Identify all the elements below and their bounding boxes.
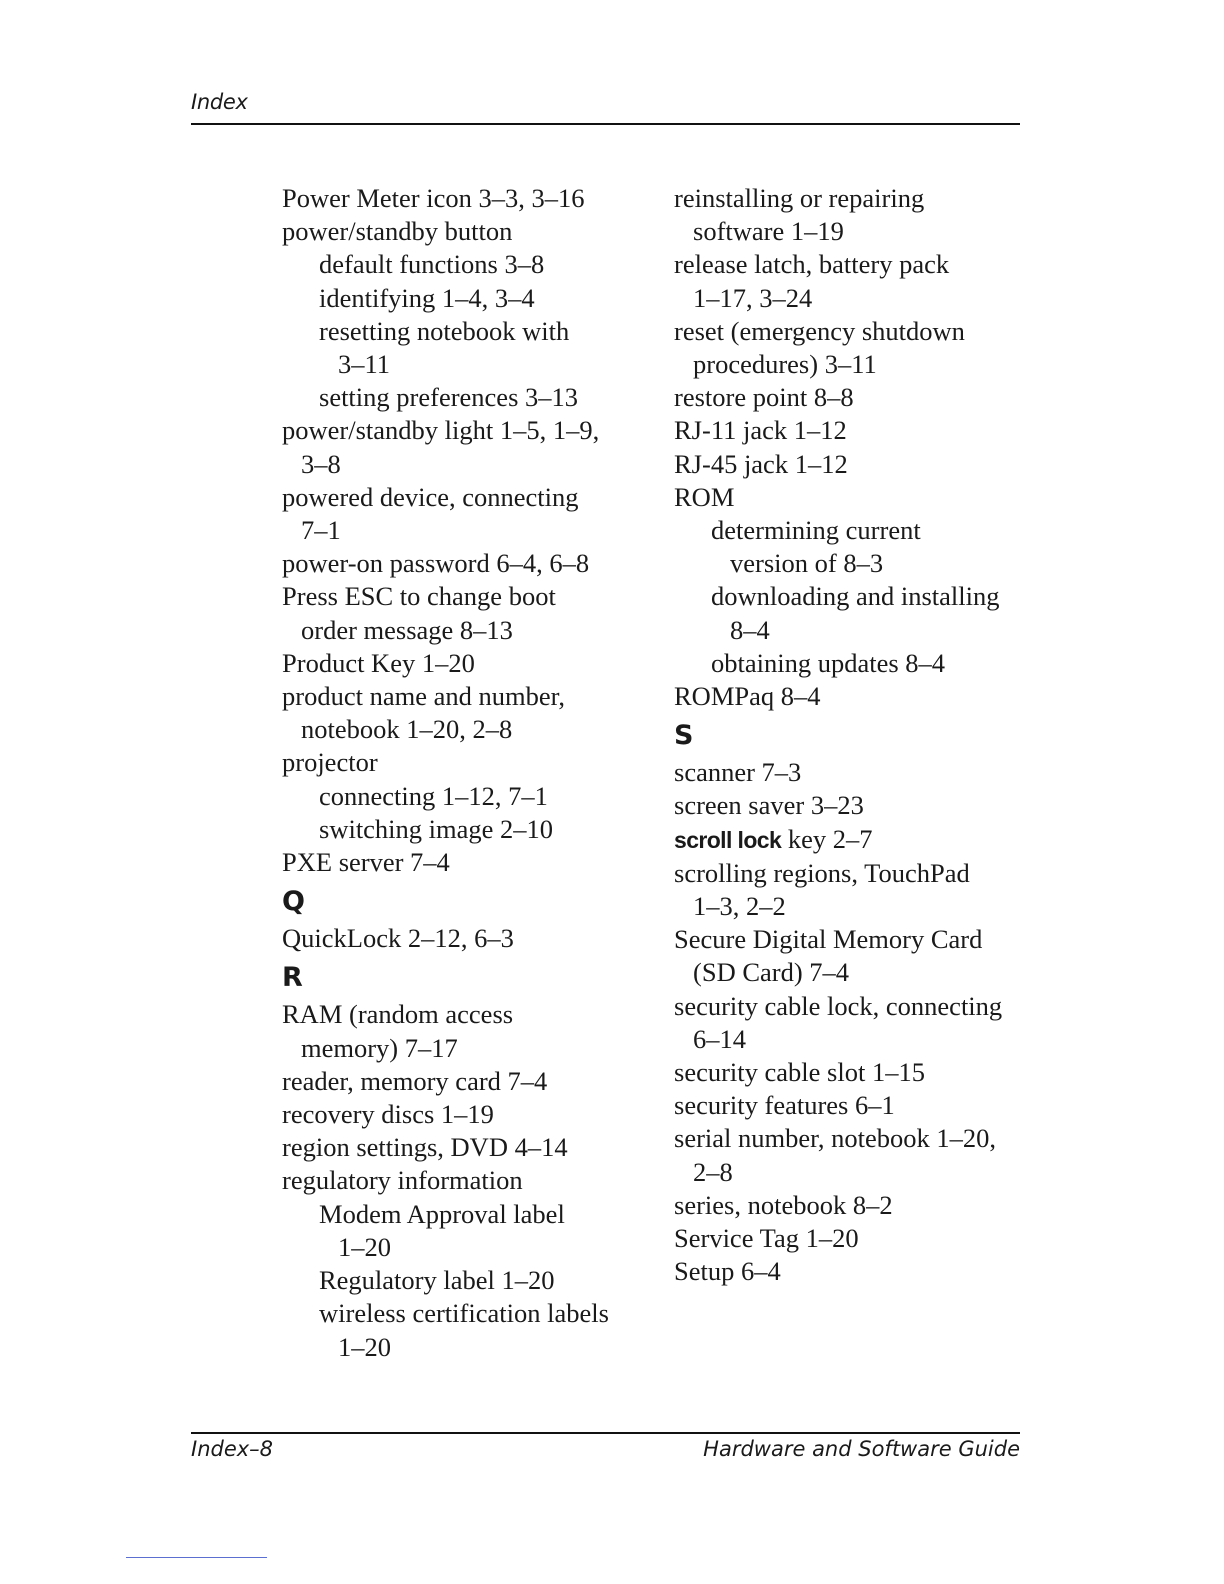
entry-line: resetting notebook with [319, 315, 570, 346]
index-entry: Power Meter icon 3–3, 3–16 [282, 183, 585, 213]
index-column-left [282, 182, 642, 1364]
index-entry: restore point 8–8 [674, 382, 854, 413]
index-subentry: obtaining updates 8–4 [711, 647, 946, 678]
entry-line: product name and number, [282, 681, 565, 712]
index-entry [674, 182, 1024, 248]
index-entry [674, 248, 1024, 314]
index-subentry [674, 514, 1024, 580]
entry-line: powered device, connecting [282, 481, 579, 512]
index-column-right [674, 182, 1024, 1289]
running-head: Index [191, 90, 248, 114]
entry-line: Modem Approval label [319, 1198, 565, 1229]
page-number: Index–8 [191, 1437, 274, 1461]
index-entry [282, 481, 642, 547]
index-entry [674, 823, 1024, 857]
entry-line: power/standby light 1–5, 1–9, [282, 415, 600, 446]
index-entry [282, 414, 642, 480]
index-entry: projector [282, 747, 378, 778]
entry-line: reset (emergency shutdown [674, 315, 965, 346]
index-entry: recovery discs 1–19 [282, 1099, 494, 1130]
entry-line: determining current [711, 515, 921, 546]
entry-continuation: (SD Card) 7–4 [693, 957, 850, 988]
entry-continuation: 3–8 [301, 448, 341, 479]
corner-mark-line [126, 1557, 267, 1558]
header-rule [191, 123, 1020, 125]
entry-line: Secure Digital Memory Card [674, 924, 983, 955]
index-subentry: Regulatory label 1–20 [319, 1265, 555, 1296]
index-entry: ROM [674, 481, 735, 512]
index-entry: screen saver 3–23 [674, 790, 864, 821]
entry-continuation: 8–4 [730, 614, 770, 645]
index-entry [674, 990, 1024, 1056]
index-entry [674, 315, 1024, 381]
index-entry [282, 680, 642, 746]
index-entry: RJ-11 jack 1–12 [674, 415, 847, 446]
index-entry [674, 923, 1024, 989]
entry-line: downloading and installing [711, 581, 1000, 612]
index-entry [674, 857, 1024, 923]
entry-line: reinstalling or repairing [674, 183, 925, 213]
index-entry: Setup 6–4 [674, 1256, 781, 1287]
index-entry: scanner 7–3 [674, 757, 802, 788]
index-entry: Service Tag 1–20 [674, 1223, 859, 1254]
section-letter-s: S [674, 720, 694, 752]
entry-continuation: 6–14 [693, 1023, 746, 1054]
index-subentry [282, 1297, 642, 1363]
index-subentry [674, 580, 1024, 646]
index-entry [674, 1122, 1024, 1188]
index-subentry: setting preferences 3–13 [319, 382, 579, 413]
entry-continuation: 7–1 [301, 515, 341, 546]
key-name: scroll lock [674, 826, 782, 853]
entry-line: RAM (random access [282, 999, 514, 1030]
entry-line: key 2–7 [781, 823, 873, 854]
index-entry [282, 580, 642, 646]
index-entry: series, notebook 8–2 [674, 1189, 893, 1220]
section-letter-r: R [282, 962, 303, 994]
entry-continuation: version of 8–3 [730, 548, 884, 579]
index-entry: Product Key 1–20 [282, 647, 475, 678]
index-subentry: identifying 1–4, 3–4 [319, 282, 535, 313]
entry-continuation: memory) 7–17 [301, 1032, 458, 1063]
entry-continuation: order message 8–13 [301, 614, 513, 645]
index-subentry: default functions 3–8 [319, 249, 545, 280]
index-entry [282, 998, 642, 1064]
index-subentry: connecting 1–12, 7–1 [319, 780, 548, 811]
section-letter-q: Q [282, 886, 305, 918]
index-subentry: switching image 2–10 [319, 813, 554, 844]
index-subentry [282, 1198, 642, 1264]
entry-continuation: 1–20 [338, 1331, 391, 1362]
entry-continuation: 1–3, 2–2 [693, 891, 786, 922]
entry-line: serial number, notebook 1–20, [674, 1123, 997, 1154]
entry-continuation: 3–11 [338, 349, 391, 380]
entry-line: release latch, battery pack [674, 249, 950, 280]
index-entry: regulatory information [282, 1165, 523, 1196]
entry-continuation: notebook 1–20, 2–8 [301, 714, 513, 745]
entry-line: Press ESC to change boot [282, 581, 556, 612]
entry-line: security cable lock, connecting [674, 990, 1003, 1021]
index-subentry [282, 315, 642, 381]
index-entry: power-on password 6–4, 6–8 [282, 548, 590, 579]
index-entry: security features 6–1 [674, 1090, 895, 1121]
index-entry: PXE server 7–4 [282, 847, 450, 878]
entry-continuation: 1–20 [338, 1231, 391, 1262]
book-title: Hardware and Software Guide [703, 1437, 1020, 1461]
entry-continuation: software 1–19 [693, 216, 844, 247]
entry-continuation: 2–8 [693, 1156, 733, 1187]
entry-line: scrolling regions, TouchPad [674, 857, 970, 888]
entry-continuation: procedures) 3–11 [693, 349, 877, 380]
entry-line: wireless certification labels [319, 1298, 609, 1329]
index-entry: ROMPaq 8–4 [674, 681, 821, 712]
index-entry: power/standby button [282, 216, 513, 247]
index-entry: security cable slot 1–15 [674, 1057, 925, 1088]
entry-continuation: 1–17, 3–24 [693, 282, 813, 313]
index-entry: RJ-45 jack 1–12 [674, 448, 848, 479]
index-entry: reader, memory card 7–4 [282, 1065, 548, 1096]
footer-rule [191, 1432, 1020, 1434]
index-entry: QuickLock 2–12, 6–3 [282, 923, 514, 954]
index-entry: region settings, DVD 4–14 [282, 1132, 568, 1163]
